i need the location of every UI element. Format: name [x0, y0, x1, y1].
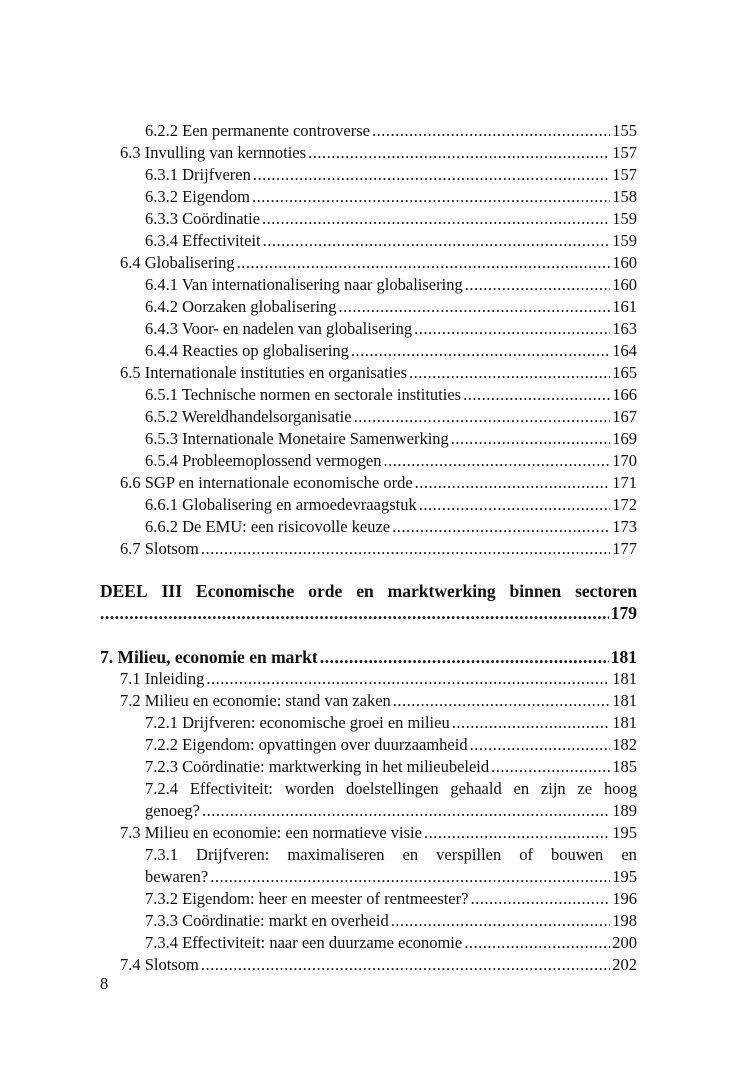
- toc-entry-page: 161: [612, 297, 637, 316]
- leader-dots: [201, 538, 610, 560]
- word: gehaald: [450, 779, 502, 798]
- toc-entry-page: 165: [612, 363, 637, 382]
- chapter-heading: [100, 646, 637, 668]
- word: 7.2.4: [145, 779, 178, 798]
- toc-entry-label: bewaren?: [145, 867, 209, 886]
- toc-entry-page: 182: [612, 735, 637, 754]
- leader-dots: [470, 888, 610, 910]
- word: en: [402, 845, 419, 864]
- word: en: [513, 779, 530, 798]
- page-number: 8: [100, 974, 109, 993]
- word: zijn: [540, 779, 566, 798]
- toc-entry-page: 181: [612, 713, 637, 732]
- leader-dots: [253, 164, 610, 186]
- leader-dots: [210, 866, 610, 888]
- toc-entry-label: 6.5.1 Technische normen en sectorale instituties: [145, 385, 462, 404]
- toc-entry-page: 181: [612, 691, 637, 710]
- toc-entry-page: 159: [612, 209, 637, 228]
- toc-entry-page: 172: [612, 495, 637, 514]
- chapter-page: 181: [610, 647, 637, 667]
- toc-entry: [145, 274, 637, 296]
- toc-entry-page: 181: [612, 669, 637, 688]
- toc-entry: [145, 164, 637, 186]
- toc-entry-label: 6.6.1 Globalisering en armoedevraagstuk: [145, 495, 417, 514]
- word: worden: [284, 779, 335, 798]
- toc-entry: [145, 406, 637, 428]
- toc-entry-label: 7.3.3 Coördinatie: markt en overheid: [145, 911, 389, 930]
- toc-entry-page: 195: [612, 823, 637, 842]
- leader-dots: [100, 602, 609, 624]
- word: Effectiviteit:: [189, 779, 273, 798]
- part-title-word: sectoren: [575, 581, 637, 601]
- toc-entry-page: 202: [612, 955, 637, 974]
- leader-dots: [464, 932, 610, 954]
- toc-entry-page: 189: [612, 801, 637, 820]
- word: maximaliseren: [287, 845, 385, 864]
- toc-entry-label: 6.7 Slotsom: [120, 539, 199, 558]
- toc-entry-label: 7.3 Milieu en economie: een normatieve visie: [120, 823, 422, 842]
- toc-entry: [145, 932, 637, 954]
- leader-dots: [414, 318, 610, 340]
- word: doelstellingen: [346, 779, 439, 798]
- toc-entry-page: 160: [612, 253, 637, 272]
- toc-entry: [145, 910, 637, 932]
- leader-dots: [419, 494, 611, 516]
- toc-entry-page: 196: [612, 889, 637, 908]
- leader-dots: [308, 142, 610, 164]
- part-page: 179: [610, 603, 637, 623]
- toc-entry-label: 6.4.4 Reacties op globalisering: [145, 341, 349, 360]
- toc-entry-page: 170: [612, 451, 637, 470]
- toc-entry-page: 177: [612, 539, 637, 558]
- toc-entry-line1: [145, 844, 637, 866]
- toc-entry: [145, 800, 637, 822]
- toc-entry: [145, 296, 637, 318]
- toc-entry-label: 7.4 Slotsom: [120, 955, 199, 974]
- toc-entry: [145, 428, 637, 450]
- toc-entry-label: 7.2.2 Eigendom: opvattingen over duurzaamheid: [145, 735, 468, 754]
- toc-entry-label: 6.4.1 Van internationalisering naar globalisering: [145, 275, 463, 294]
- toc-entry-label: 7.2.3 Coördinatie: marktwerking in het milieubeleid: [145, 757, 490, 776]
- toc-entry-label: 6.4.2 Oorzaken globalisering: [145, 297, 337, 316]
- part-title-page-line: [100, 602, 637, 624]
- toc-entry-label: 6.3.1 Drijfveren: [145, 165, 251, 184]
- toc-entry: [145, 384, 637, 406]
- word: of: [519, 845, 534, 864]
- toc-entry: [145, 340, 637, 362]
- chapter-title: 7. Milieu, economie en markt: [100, 647, 318, 667]
- part-title-word: binnen: [509, 581, 562, 601]
- toc-entry-page: 166: [612, 385, 637, 404]
- toc-entry-label: 6.6.2 De EMU: een risicovolle keuze: [145, 517, 391, 536]
- toc-entry-page: 163: [612, 319, 637, 338]
- toc-entry-label: 6.3.3 Coördinatie: [145, 209, 261, 228]
- toc-entry-page: 195: [612, 867, 637, 886]
- part-title-word: en: [356, 581, 374, 601]
- toc-entry: [120, 142, 637, 164]
- toc-entry: [120, 668, 637, 690]
- toc-entry: [120, 690, 637, 712]
- toc-entry-page: 171: [612, 473, 637, 492]
- word: Drijfveren:: [196, 845, 270, 864]
- toc-entry-label: 6.3.2 Eigendom: [145, 187, 250, 206]
- toc-entry-label: 7.2.1 Drijfveren: economische groei en milieu: [145, 713, 450, 732]
- leader-dots: [463, 384, 610, 406]
- leader-dots: [415, 472, 611, 494]
- leader-dots: [372, 120, 610, 142]
- toc-entry-label: genoeg?: [145, 801, 200, 820]
- toc-entry: [145, 186, 637, 208]
- toc-entry-label: 7.1 Inleiding: [120, 669, 205, 688]
- toc-entry-label: 6.3 Invulling van kernnoties: [120, 143, 307, 162]
- toc-entry-label: 6.4.3 Voor- en nadelen van globalisering: [145, 319, 413, 338]
- leader-dots: [392, 516, 610, 538]
- leader-dots: [393, 690, 610, 712]
- toc-entry-page: 157: [612, 165, 637, 184]
- toc-entry-page: 159: [612, 231, 637, 250]
- word: hoog: [603, 779, 637, 798]
- toc-entry: [145, 516, 637, 538]
- word: 7.3.1: [145, 845, 178, 864]
- toc-entry: [145, 712, 637, 734]
- toc-entry: [120, 252, 637, 274]
- toc-entry-label: 6.5.3 Internationale Monetaire Samenwerking: [145, 429, 449, 448]
- leader-dots: [252, 186, 610, 208]
- toc-entry-label: 7.3.4 Effectiviteit: naar een duurzame economie: [145, 933, 463, 952]
- part-title-word: orde: [308, 581, 343, 601]
- leader-dots: [491, 756, 610, 778]
- toc-entry: [145, 756, 637, 778]
- leader-dots: [201, 954, 610, 976]
- toc-entry-page: 198: [612, 911, 637, 930]
- toc-entry-label: 6.5 Internationale instituties en organisaties: [120, 363, 408, 382]
- toc-entry-page: 200: [612, 933, 637, 952]
- toc-entry-line1: [145, 778, 637, 800]
- leader-dots: [262, 208, 610, 230]
- toc-entry-label: 6.5.4 Probleemoplossend vermogen: [145, 451, 382, 470]
- toc-entry-page: 157: [612, 143, 637, 162]
- toc-entry: [120, 822, 637, 844]
- toc-entry: [120, 362, 637, 384]
- leader-dots: [383, 450, 610, 472]
- toc-entry-label: 6.5.2 Wereldhandelsorganisatie: [145, 407, 352, 426]
- toc-entry-page: 185: [612, 757, 637, 776]
- toc-entry: [145, 120, 637, 142]
- toc-entry-label: 6.3.4 Effectiviteit: [145, 231, 261, 250]
- toc-entry-label: 6.6 SGP en internationale economische orde: [120, 473, 413, 492]
- toc-entry: [145, 318, 637, 340]
- toc-entry-page: 160: [612, 275, 637, 294]
- toc-entry: [120, 472, 637, 494]
- toc-entry: [145, 866, 637, 888]
- toc-entry-page: 173: [612, 517, 637, 536]
- toc-entry: [145, 208, 637, 230]
- leader-dots: [452, 712, 611, 734]
- toc-entry-page: 169: [612, 429, 637, 448]
- leader-dots: [206, 668, 610, 690]
- toc-entry: [145, 888, 637, 910]
- word: ze: [577, 779, 593, 798]
- leader-dots: [354, 406, 611, 428]
- leader-dots: [424, 822, 610, 844]
- toc-entry: [145, 230, 637, 252]
- leader-dots: [351, 340, 610, 362]
- part-title: [100, 580, 637, 602]
- toc-entry-page: 158: [612, 187, 637, 206]
- toc-entry-page: 164: [612, 341, 637, 360]
- toc-entry-page: 167: [612, 407, 637, 426]
- part-title-word: Economische: [196, 581, 295, 601]
- toc-entry: [120, 538, 637, 560]
- toc-entry: [120, 954, 637, 976]
- leader-dots: [465, 274, 611, 296]
- leader-dots: [263, 230, 611, 252]
- toc-entry-label: 6.4 Globalisering: [120, 253, 235, 272]
- leader-dots: [391, 910, 610, 932]
- toc-entry: [145, 734, 637, 756]
- leader-dots: [339, 296, 611, 318]
- leader-dots: [320, 646, 609, 668]
- toc-entry-label: 7.3.2 Eigendom: heer en meester of rentmeester?: [145, 889, 469, 908]
- part-title-word: III: [161, 581, 183, 601]
- leader-dots: [470, 734, 611, 756]
- leader-dots: [202, 800, 610, 822]
- part-title-word: marktwerking: [387, 581, 496, 601]
- leader-dots: [409, 362, 610, 384]
- toc-entry-page: 155: [612, 121, 637, 140]
- leader-dots: [451, 428, 610, 450]
- leader-dots: [237, 252, 611, 274]
- toc-entry: [145, 494, 637, 516]
- part-title-word: DEEL: [100, 581, 148, 601]
- word: en: [621, 845, 637, 864]
- toc-entry-label: 7.2 Milieu en economie: stand van zaken: [120, 691, 391, 710]
- toc-entry: [145, 450, 637, 472]
- word: bouwen: [551, 845, 604, 864]
- toc-entry-label: 6.2.2 Een permanente controverse: [145, 121, 370, 140]
- word: verspillen: [436, 845, 502, 864]
